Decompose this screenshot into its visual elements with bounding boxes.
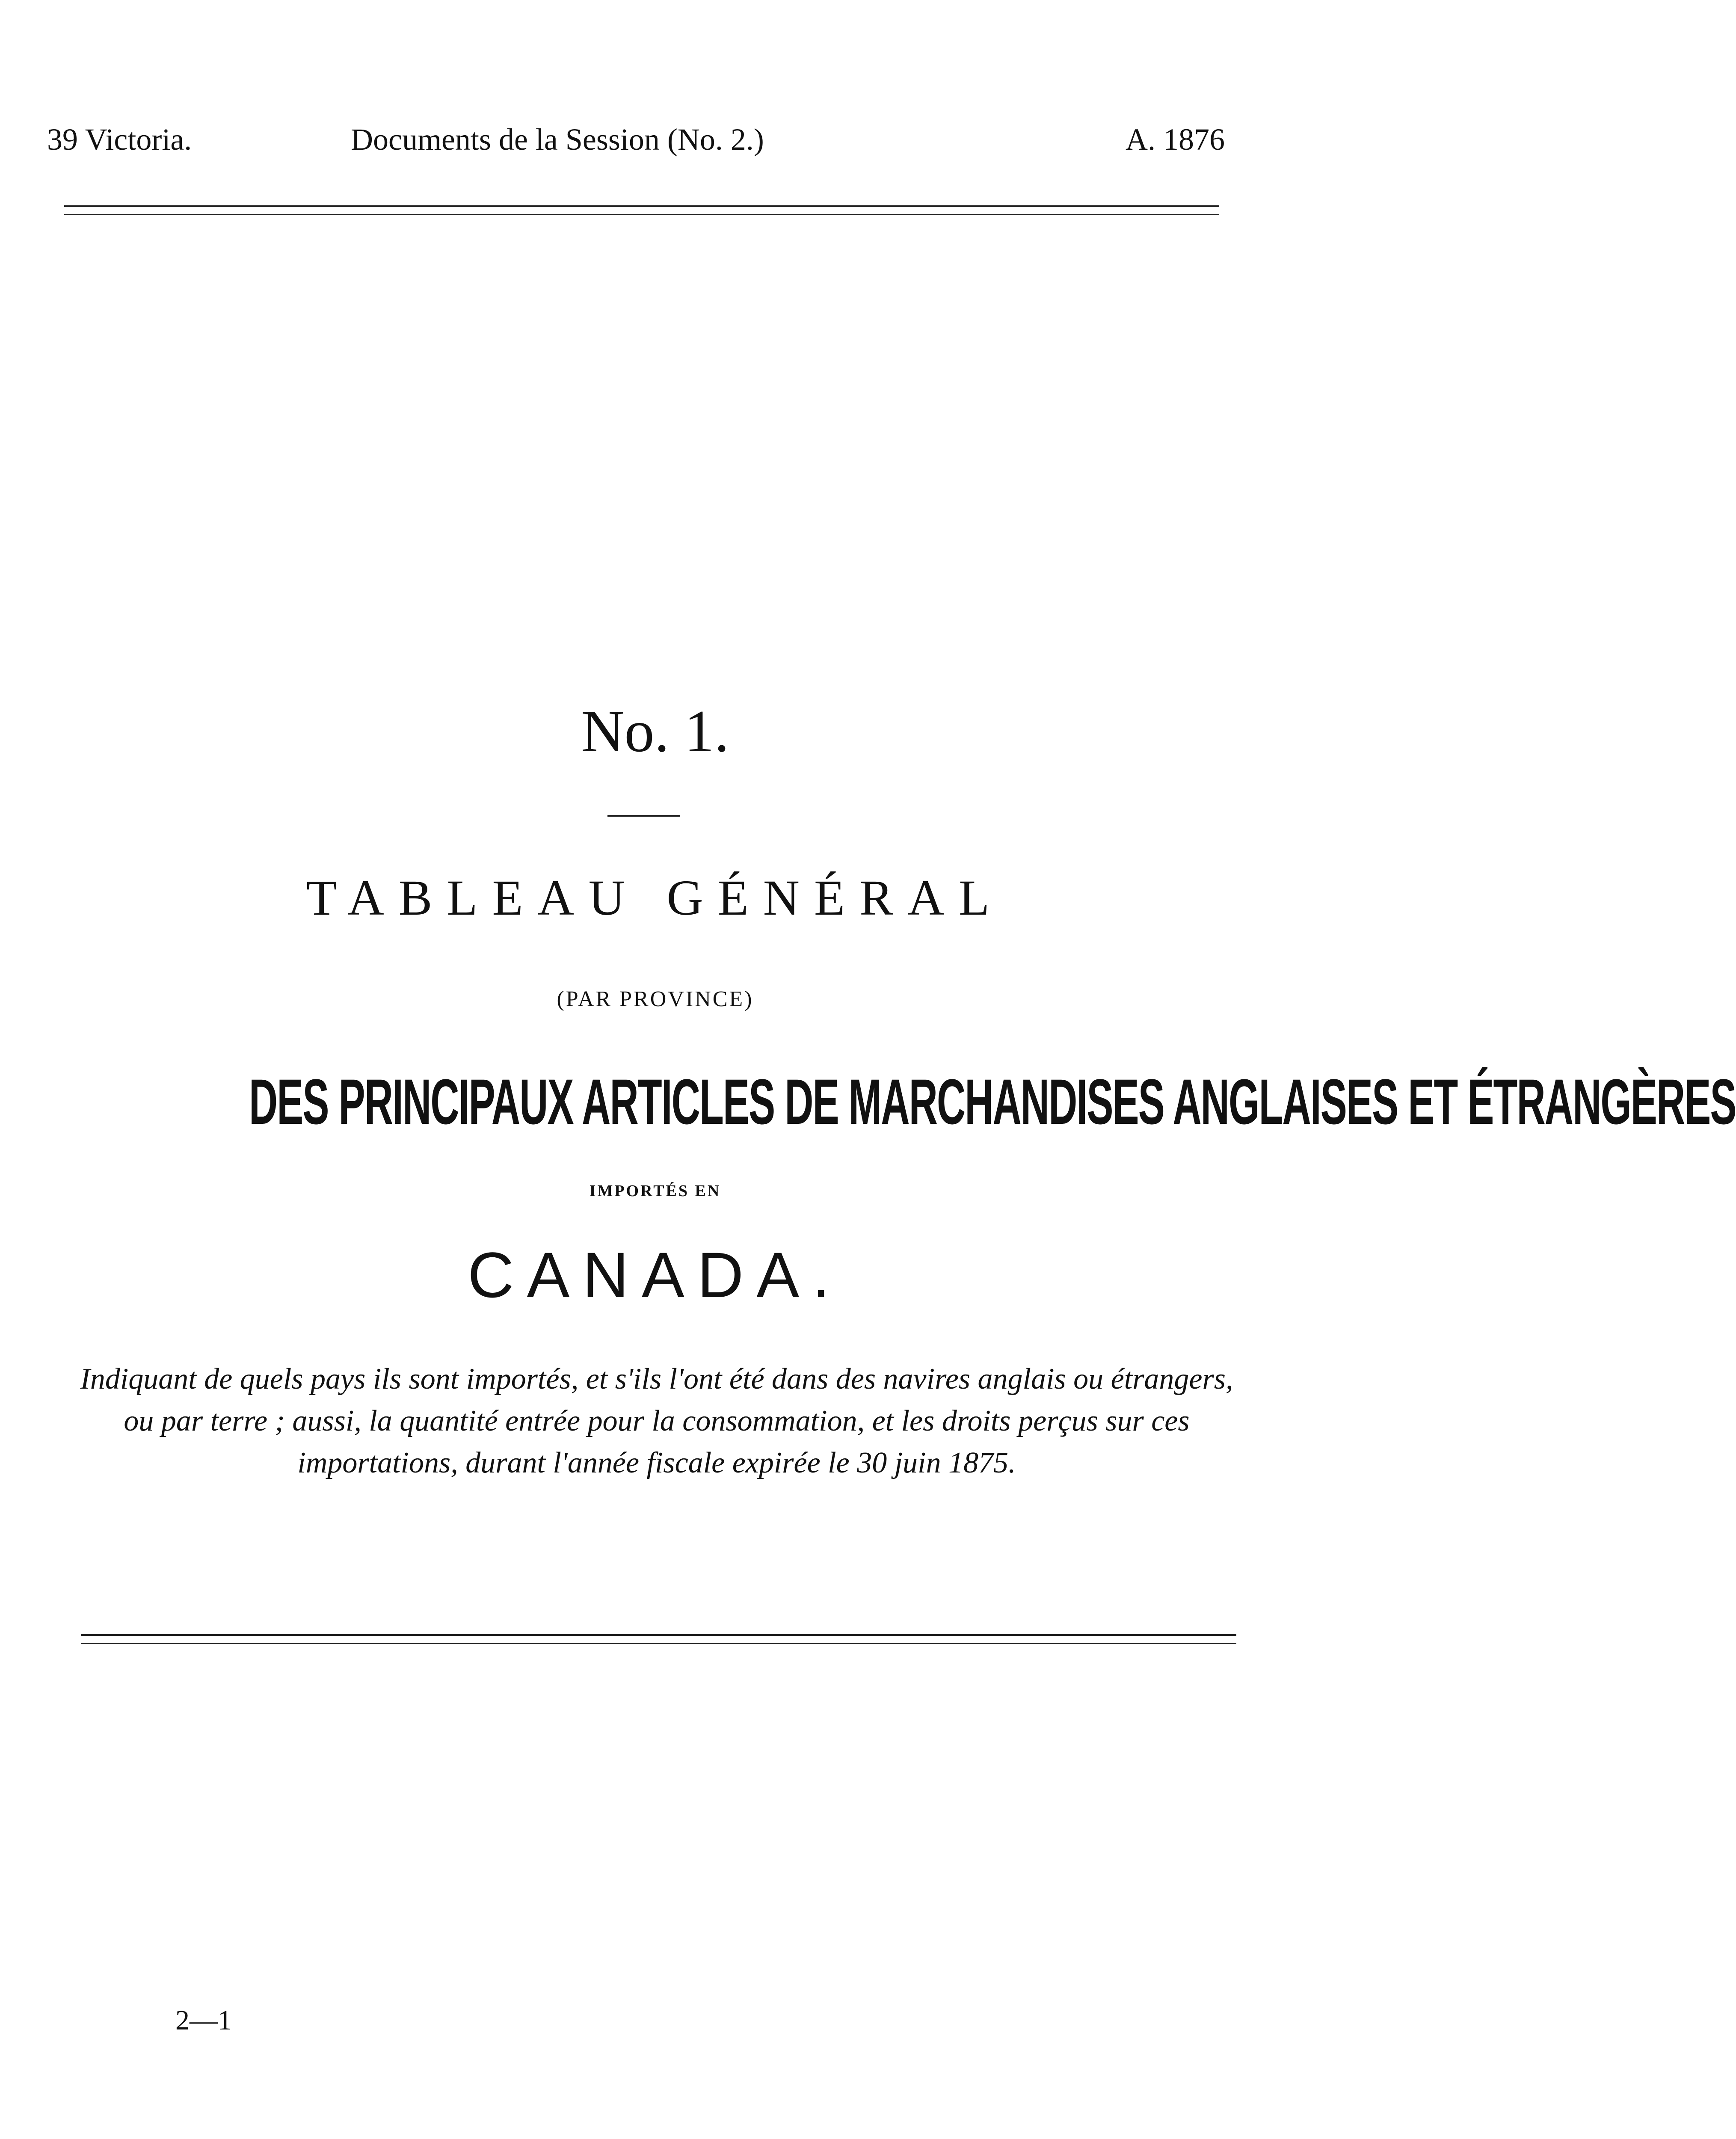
title-separator-rule [607, 815, 680, 817]
page-number: 2—1 [175, 2005, 232, 2036]
title-main: TABLEAU GÉNÉRAL [306, 870, 1004, 926]
header-right-text: A. 1876 [1126, 122, 1225, 157]
description-paragraph: Indiquant de quels pays ils sont importés, et s'ils l'ont été dans des navires anglais ou étrangers, ou par terre ; aussi, la quantité entrée pour la consommation, et les droits perçus sur ces importations, durant l'année fiscale expirée le 30 juin 1875. [80, 1363, 1233, 1479]
label-imported: IMPORTÉS EN [589, 1182, 721, 1200]
header-left-text: 39 Victoria. [47, 122, 192, 157]
document-number: No. 1. [581, 698, 729, 764]
header-center-text: Documents de la Session (No. 2.) [351, 122, 764, 157]
subtitle-province: (PAR PROVINCE) [557, 987, 754, 1011]
title-articles: DES PRINCIPAUX ARTICLES DE MARCHANDISES ANGLAISES ET ÉTRANGÈRES [249, 1066, 1736, 1138]
title-country: CANADA. [468, 1239, 843, 1311]
